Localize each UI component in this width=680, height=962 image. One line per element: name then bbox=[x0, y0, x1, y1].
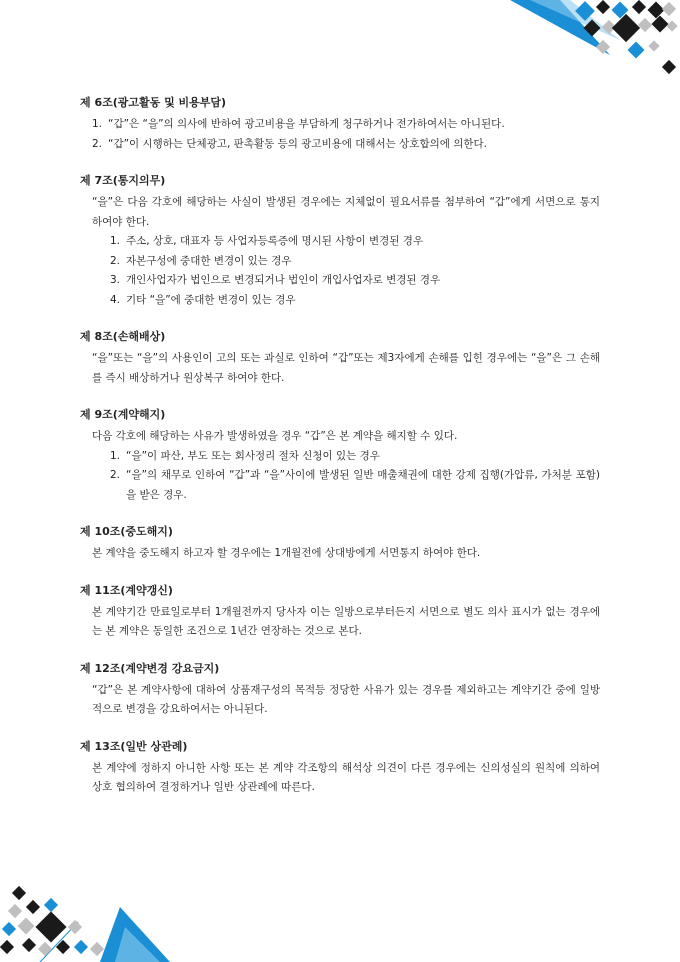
list-item: 2. “을”의 채무로 인하여 “갑”과 “을”사이에 발생된 일반 매출채권에 대한 강제 집행(가압류, 가처분 포함)을 받은 경우. bbox=[110, 469, 600, 501]
article-paragraph: “을”또는 “을”의 사용인이 고의 또는 과실로 인하여 “갑”또는 제3자에게 손해를 입힌 경우에는 “을”은 그 손해를 즉시 배상하거나 원상복구 하여야 한다. bbox=[92, 352, 600, 384]
article-title: 제 10조(중도해지) bbox=[80, 525, 173, 538]
article-title: 제 11조(계약갱신) bbox=[80, 583, 173, 597]
article-9 bbox=[80, 408, 600, 505]
list-item: 1. “갑”은 “을”의 의사에 반하여 광고비용을 부담하게 청구하거나 전가하여서는 아니된다. bbox=[92, 118, 505, 130]
corner-decoration-top bbox=[510, 0, 680, 80]
article-paragraph: 본 계약을 중도해지 하고자 할 경우에는 1개월전에 상대방에게 서면통지 하여야 한다. bbox=[92, 547, 481, 559]
list-item: 3. 개인사업자가 법인으로 변경되거나 법인이 개입사업자로 변경된 경우 bbox=[110, 274, 441, 286]
list-item: 2. 자본구성에 중대한 변경이 있는 경우 bbox=[110, 254, 292, 267]
document-body bbox=[80, 96, 600, 818]
list-item: 1. “을”이 파산, 부도 또는 회사정리 절차 신청이 있는 경우 bbox=[110, 449, 380, 462]
list-item: 4. 기타 “을”에 중대한 변경이 있는 경우 bbox=[110, 293, 296, 306]
article-12 bbox=[80, 662, 600, 720]
article-title: 제 7조(통지의무) bbox=[80, 174, 166, 187]
article-paragraph: “갑”은 본 계약사항에 대하여 상품재구성의 목적등 정당한 사유가 있는 경우를 제외하고는 계약기간 중에 일방적으로 변경을 강요하여서는 아니된다. bbox=[92, 683, 600, 715]
article-8 bbox=[80, 330, 600, 388]
list-item: 2. “갑”이 시행하는 단체광고, 판촉활동 등의 광고비용에 대해서는 상호합의에 의한다. bbox=[92, 137, 487, 150]
article-title: 제 13조(일반 상관례) bbox=[80, 739, 188, 753]
article-paragraph: 다음 각호에 해당하는 사유가 발생하였을 경우 “갑”은 본 계약을 해지할 수 있다. bbox=[92, 430, 458, 442]
article-paragraph: 본 계약에 정하지 아니한 사항 또는 본 계약 각조항의 해석상 의견이 다른 경우에는 신의성실의 원칙에 의하여 상호 협의하여 결정하거나 일반 상관례에 따른다. bbox=[92, 761, 600, 793]
article-paragraph: 본 계약기간 만료일로부터 1개월전까지 당사자 이는 일방으로부터든지 서면으로 별도 의사 표시가 없는 경우에는 본 계약은 동일한 조건으로 1년간 연장하는 것으로 본다. bbox=[92, 605, 600, 637]
list-item: 1. 주소, 상호, 대표자 등 사업자등록증에 명시된 사항이 변경된 경우 bbox=[110, 235, 424, 247]
article-title: 제 6조(광고활동 및 비용부담) bbox=[80, 96, 227, 109]
article-title: 제 12조(계약변경 강요금지) bbox=[80, 661, 220, 675]
article-13 bbox=[80, 740, 600, 798]
article-paragraph: “을”은 다음 각호에 해당하는 사실이 발생된 경우에는 지체없이 필요서류를 첨부하여 “갑”에게 서면으로 통지하여야 한다. bbox=[92, 196, 600, 228]
article-title: 제 8조(손해배상) bbox=[80, 330, 166, 343]
article-10 bbox=[80, 525, 600, 564]
article-6 bbox=[80, 96, 600, 154]
article-title: 제 9조(계약해지) bbox=[80, 408, 166, 421]
corner-decoration-bottom bbox=[0, 882, 170, 962]
article-11 bbox=[80, 584, 600, 642]
article-7 bbox=[80, 174, 600, 310]
